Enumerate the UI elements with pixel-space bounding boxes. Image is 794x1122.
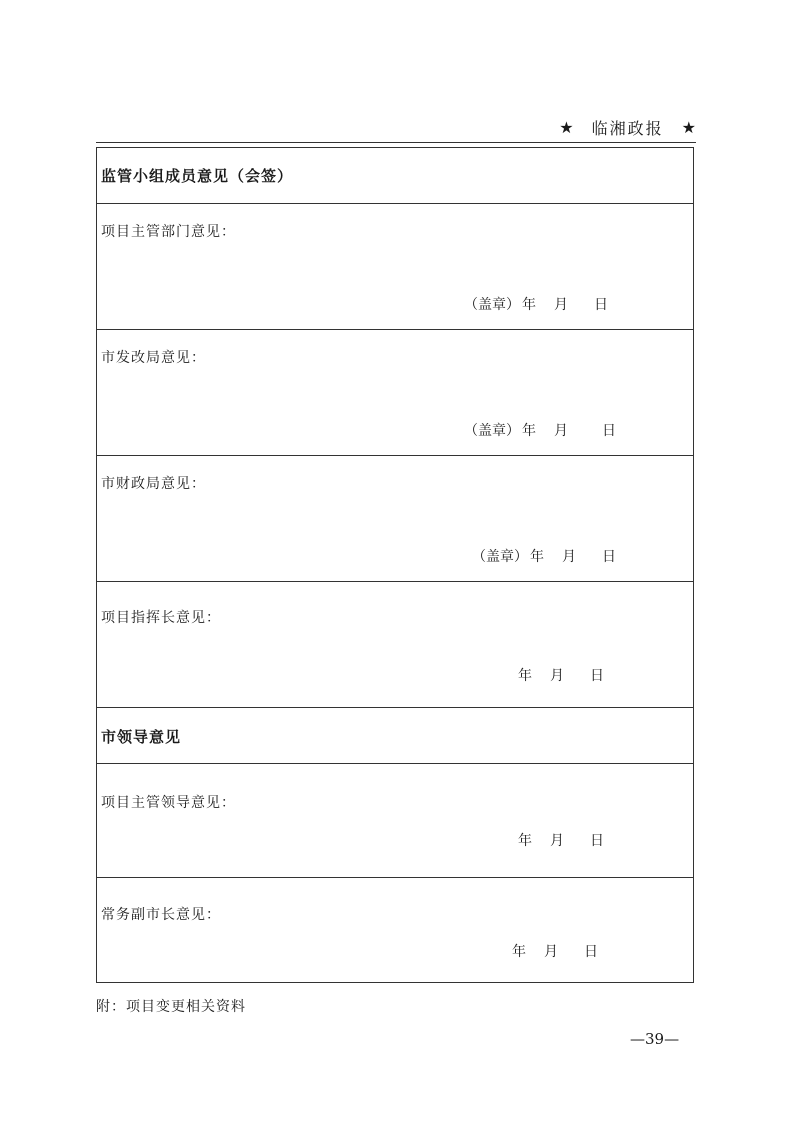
dept-sign-line	[464, 294, 608, 314]
day-text: 日	[590, 833, 604, 849]
leaders-section-row	[97, 707, 693, 763]
finance-opinion-label: 市财政局意见：	[101, 476, 206, 492]
month-text: 月	[550, 833, 564, 849]
day-text: 日	[590, 668, 604, 684]
month-text: 月	[544, 944, 558, 960]
approval-form	[96, 147, 694, 983]
seal-text: （盖章）	[472, 549, 528, 565]
commander-sign-line	[518, 665, 604, 685]
finance-sign-line	[472, 546, 616, 566]
leaders-section-title: 市领导意见	[101, 728, 182, 746]
leader-opinion-label: 项目主管领导意见：	[101, 795, 236, 811]
vice-mayor-opinion-row	[97, 877, 693, 982]
day-text: 日	[602, 549, 616, 565]
star-right-icon: ★	[681, 117, 696, 137]
page-number: —39—	[630, 1030, 680, 1048]
month-text: 月	[562, 549, 576, 565]
seal-text: （盖章）	[464, 423, 520, 439]
month-text: 月	[550, 668, 564, 684]
dept-opinion-label: 项目主管部门意见：	[101, 224, 236, 240]
page-header	[96, 116, 696, 142]
vice-mayor-sign-line	[512, 941, 598, 961]
year-text: 年	[512, 944, 526, 960]
leader-opinion-row	[97, 763, 693, 877]
year-text: 年	[518, 833, 532, 849]
supervision-section-title: 监管小组成员意见（会签）	[101, 167, 294, 185]
year-text: 年	[522, 297, 536, 313]
header-title: 临湘政报	[591, 119, 664, 138]
year-text: 年	[518, 668, 532, 684]
year-text: 年	[530, 549, 544, 565]
day-text: 日	[584, 944, 598, 960]
header-rule	[96, 142, 696, 143]
supervision-section-row	[97, 148, 693, 203]
dept-opinion-row	[97, 203, 693, 329]
ndrc-sign-line	[464, 420, 616, 440]
finance-opinion-row	[97, 455, 693, 581]
leader-sign-line	[518, 830, 604, 850]
star-left-icon: ★	[559, 117, 574, 137]
month-text: 月	[554, 423, 568, 439]
commander-opinion-row	[97, 581, 693, 707]
vice-mayor-opinion-label: 常务副市长意见：	[101, 907, 221, 923]
attachment-note: 附：项目变更相关资料	[96, 999, 246, 1015]
seal-text: （盖章）	[464, 297, 520, 313]
day-text: 日	[602, 423, 616, 439]
year-text: 年	[522, 423, 536, 439]
month-text: 月	[554, 297, 568, 313]
day-text: 日	[594, 297, 608, 313]
ndrc-opinion-label: 市发改局意见：	[101, 350, 206, 366]
header-inner	[559, 116, 696, 139]
commander-opinion-label: 项目指挥长意见：	[101, 610, 221, 626]
ndrc-opinion-row	[97, 329, 693, 455]
